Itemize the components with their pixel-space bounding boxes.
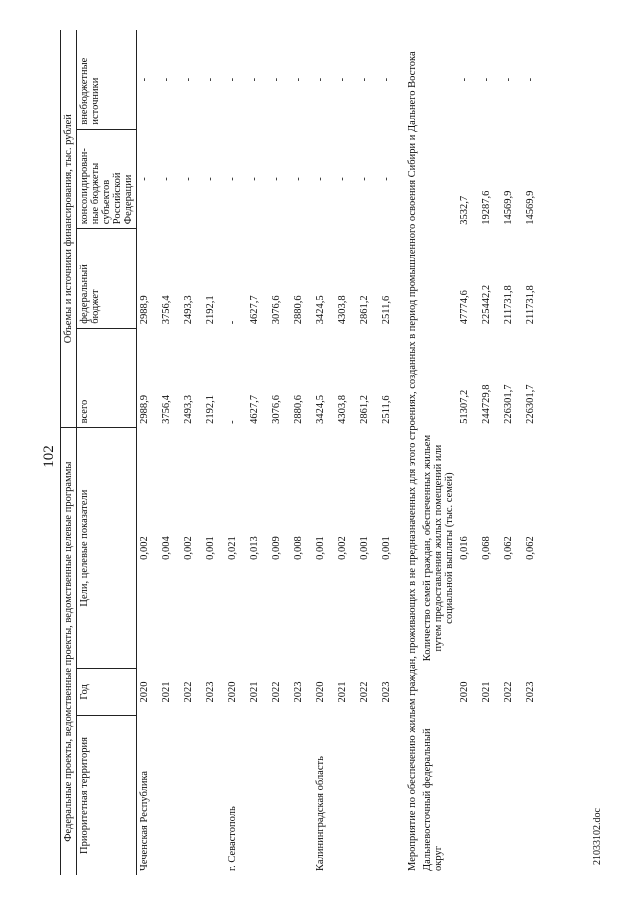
- cell-goal: 0,001: [359, 536, 370, 560]
- cell-extra: -: [183, 77, 194, 82]
- cell-goal: 0,002: [183, 536, 194, 560]
- cell-regional: -: [227, 177, 238, 181]
- cell-goal: 0,016: [459, 536, 470, 560]
- rotated-table-container: [60, 30, 580, 875]
- cell-federal: 2880,6: [293, 295, 304, 325]
- header-group-right: Объемы и источники финансирования, тыс. рублей: [61, 30, 77, 428]
- table-row: [137, 30, 160, 875]
- header-regional: консолидирован-ные бюджеты субъектов Российской Федерации: [77, 129, 137, 229]
- cell-goal: 0,002: [139, 536, 150, 560]
- cell-goal: 0,021: [227, 536, 238, 560]
- header-extra: внебюджетные источники: [77, 30, 137, 129]
- cell-goal: 0,001: [315, 536, 326, 560]
- cell-goal: 0,062: [503, 536, 514, 560]
- cell-total: 51307,2: [459, 389, 470, 424]
- cell-regional: 3532,7: [459, 195, 470, 225]
- cell-year: 2023: [205, 681, 216, 703]
- cell-total: 2192,1: [205, 395, 216, 424]
- cell-extra: -: [139, 77, 150, 82]
- table-row: [479, 30, 501, 875]
- measure-header-row: [420, 30, 457, 875]
- cell-total: 226301,7: [503, 384, 514, 424]
- table-row: [203, 30, 225, 875]
- cell-total: 4627,7: [249, 395, 260, 424]
- cell-regional: -: [315, 177, 326, 181]
- cell-federal: 3076,6: [271, 295, 282, 325]
- cell-total: 2861,2: [359, 395, 370, 424]
- cell-extra: -: [205, 77, 216, 82]
- cell-total: 226301,7: [525, 384, 536, 424]
- cell-extra: -: [249, 77, 260, 82]
- table-row: [457, 30, 479, 875]
- cell-year: 2022: [271, 681, 282, 703]
- cell-extra: -: [525, 77, 536, 82]
- table-row: [523, 30, 545, 875]
- cell-total: 4303,8: [337, 395, 348, 424]
- table-row: [181, 30, 203, 875]
- cell-year: 2021: [481, 681, 492, 703]
- header-federal: федеральный бюджет: [77, 229, 137, 329]
- cell-year: 2021: [161, 681, 172, 703]
- cell-extra: -: [271, 77, 282, 82]
- cell-goal: 0,009: [271, 536, 282, 560]
- cell-regional: -: [139, 177, 150, 181]
- table-row: [269, 30, 291, 875]
- cell-year: 2021: [249, 681, 260, 703]
- cell-goal: 0,002: [337, 536, 348, 560]
- cell-extra: -: [161, 77, 172, 82]
- measure-territory: Дальневосточный федеральный округ: [422, 728, 444, 871]
- cell-territory: [203, 716, 225, 875]
- cell-territory: г. Севастополь: [227, 806, 238, 871]
- cell-extra: -: [337, 77, 348, 82]
- cell-goal: 0,004: [161, 536, 172, 560]
- cell-federal: 2192,1: [205, 295, 216, 325]
- table-row: [379, 30, 401, 875]
- cell-federal: 2511,6: [381, 295, 392, 325]
- table-row: [159, 30, 181, 875]
- cell-regional: -: [337, 177, 348, 181]
- cell-federal: 2988,9: [139, 295, 150, 325]
- cell-year: 2023: [293, 681, 304, 703]
- cell-federal: 211731,8: [503, 285, 514, 325]
- cell-goal: 0,013: [249, 536, 260, 560]
- cell-extra: -: [315, 77, 326, 82]
- cell-total: 3756,4: [161, 395, 172, 424]
- cell-regional: -: [293, 177, 304, 181]
- table-row: [313, 30, 335, 875]
- cell-federal: 211731,8: [525, 285, 536, 325]
- cell-extra: -: [381, 77, 392, 82]
- cell-regional: -: [271, 177, 282, 181]
- cell-federal: 4303,8: [337, 295, 348, 325]
- cell-federal: 3424,5: [315, 295, 326, 325]
- cell-territory: [291, 716, 313, 875]
- cell-federal: 47774,6: [459, 290, 470, 325]
- cell-goal: 0,001: [381, 536, 392, 560]
- cell-federal: 225442,2: [481, 284, 492, 325]
- cell-territory: [247, 716, 269, 875]
- cell-total: 3076,6: [271, 395, 282, 424]
- cell-year: 2022: [183, 681, 194, 703]
- header-year: Год: [77, 668, 137, 715]
- cell-year: 2021: [337, 681, 348, 703]
- cell-year: 2020: [315, 681, 326, 703]
- cell-federal: 3756,4: [161, 295, 172, 325]
- cell-federal: 2493,3: [183, 295, 194, 325]
- cell-year: 2020: [139, 681, 150, 703]
- cell-regional: -: [249, 177, 260, 181]
- cell-territory: Калининградская область: [315, 756, 326, 871]
- footer-code: 21033102.doc: [592, 808, 603, 865]
- cell-federal: -: [227, 320, 238, 325]
- cell-territory: Чеченская Республика: [139, 770, 150, 871]
- cell-regional: 14569,9: [525, 190, 536, 225]
- measure-title: Мероприятие по обеспечению жильем граждан, проживающих в не предназначенных для этого строениях, созданных в период промышленного освоения Сибири и Дальнего Востока: [407, 51, 418, 871]
- cell-regional: -: [183, 177, 194, 181]
- cell-total: 244729,8: [481, 384, 492, 424]
- cell-federal: 2861,2: [359, 295, 370, 325]
- header-territory: Приоритетная территория: [77, 716, 137, 875]
- cell-year: 2023: [381, 681, 392, 703]
- cell-extra: -: [503, 77, 514, 82]
- cell-year: 2020: [459, 681, 470, 703]
- cell-goal: 0,068: [481, 536, 492, 560]
- cell-extra: -: [481, 77, 492, 82]
- cell-regional: 14569,9: [503, 190, 514, 225]
- header-total: всего: [77, 328, 137, 428]
- header-goal: Цели, целевые показатели: [77, 428, 137, 668]
- cell-territory: [335, 716, 357, 875]
- cell-territory: [357, 716, 379, 875]
- cell-extra: -: [359, 77, 370, 82]
- cell-year: 2020: [227, 681, 238, 703]
- cell-federal: 4627,7: [249, 295, 260, 325]
- cell-goal: 0,062: [525, 536, 536, 560]
- cell-regional: -: [205, 177, 216, 181]
- cell-goal: 0,001: [205, 536, 216, 560]
- cell-regional: -: [161, 177, 172, 181]
- cell-territory: [181, 716, 203, 875]
- measure-indicator: Количество семей граждан, обеспеченных жильем путем предоставления жилых помещений или социальной выплаты (тыс. семей): [422, 434, 455, 662]
- cell-total: -: [227, 420, 238, 424]
- header-group-left: Федеральные проекты, ведомственные проекты, ведомственные целевые программы: [61, 428, 77, 875]
- cell-extra: -: [227, 77, 238, 82]
- cell-extra: -: [459, 77, 470, 82]
- cell-year: 2022: [503, 681, 514, 703]
- page-number: 102: [40, 445, 57, 468]
- financing-table: [60, 30, 545, 875]
- table-row: [291, 30, 313, 875]
- cell-regional: 19287,6: [481, 190, 492, 225]
- measure-title-row: [401, 30, 420, 875]
- cell-total: 2880,6: [293, 395, 304, 424]
- cell-extra: -: [293, 77, 304, 82]
- cell-total: 2493,3: [183, 395, 194, 424]
- table-row: [225, 30, 247, 875]
- cell-total: 2511,6: [381, 395, 392, 424]
- table-row: [335, 30, 357, 875]
- cell-total: 3424,5: [315, 395, 326, 424]
- table-row: [247, 30, 269, 875]
- cell-territory: [379, 716, 401, 875]
- cell-year: 2022: [359, 681, 370, 703]
- cell-territory: [269, 716, 291, 875]
- cell-regional: -: [381, 177, 392, 181]
- table-row: [501, 30, 523, 875]
- cell-year: 2023: [525, 681, 536, 703]
- cell-territory: [159, 716, 181, 875]
- cell-regional: -: [359, 177, 370, 181]
- cell-goal: 0,008: [293, 536, 304, 560]
- table-row: [357, 30, 379, 875]
- cell-total: 2988,9: [139, 395, 150, 424]
